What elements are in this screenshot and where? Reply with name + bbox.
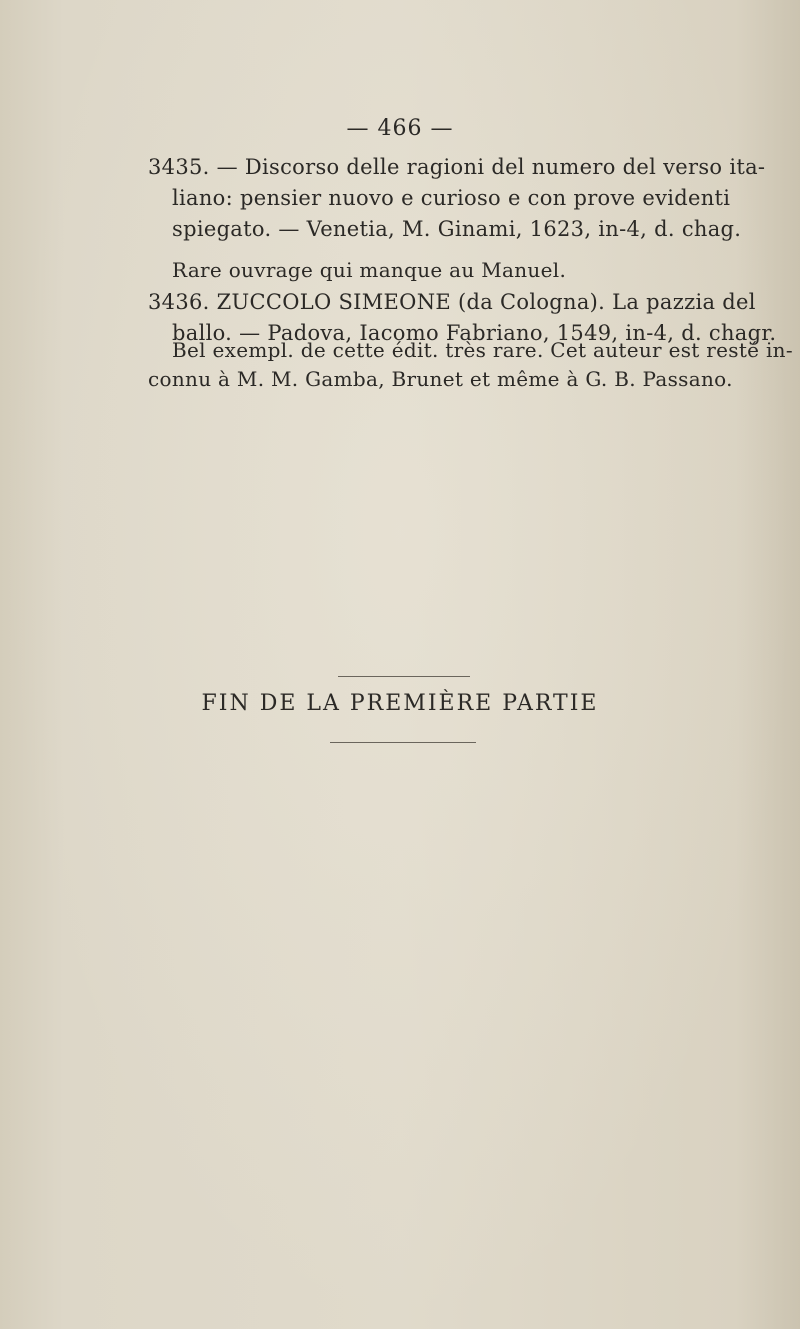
closing-title: FIN DE LA PREMIÈRE PARTIE	[201, 691, 599, 716]
catalog-entry-3435	[148, 152, 768, 245]
entry-line: ballo. — Padova, Iacomo Fabriano, 1549, in-4, d. chagr.	[172, 321, 777, 345]
entry-line: 3436. ZUCCOLO SIMEONE (da Cologna). La pazzia del	[148, 290, 756, 314]
note-line: connu à M. M. Gamba, Brunet et même à G. B. Passano.	[148, 367, 733, 391]
page-number: — 466 —	[346, 116, 454, 141]
entry-line: 3435. — Discorso delle ragioni del numero del verso ita-	[148, 155, 766, 179]
note-line: Rare ouvrage qui manque au Manuel.	[172, 258, 567, 282]
bottom-rule	[330, 742, 476, 743]
entry-line: liano: pensier nuovo e curioso e con prove evidenti	[172, 186, 731, 210]
entry-note-3436	[148, 336, 793, 394]
entry-line: spiegato. — Venetia, M. Ginami, 1623, in-4, d. chag.	[172, 217, 742, 241]
note-line: Bel exempl. de cette édit. très rare. Cet auteur est resté in-	[172, 338, 793, 362]
top-rule	[338, 676, 470, 677]
